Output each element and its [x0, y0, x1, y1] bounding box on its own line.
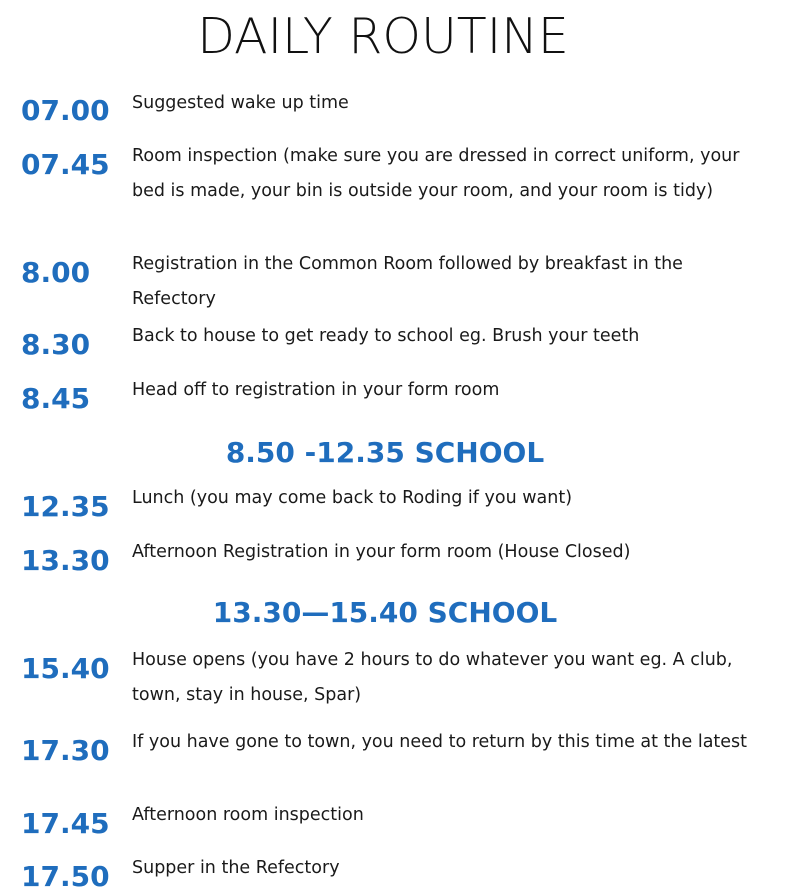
school-block: 8.50 -12.35 SCHOOL [225, 436, 545, 469]
schedule-description: Supper in the Refectory [132, 858, 340, 878]
schedule-description: Afternoon room inspection [132, 805, 364, 825]
schedule-description: Room inspection (make sure you are dressed in correct uniform, your bed is made, your bin is outside your room, and your room is tidy) [132, 146, 740, 201]
school-block: 13.30—15.40 SCHOOL [212, 596, 558, 629]
schedule-description: Lunch (you may come back to Roding if you want) [132, 488, 573, 508]
schedule-time: 8.30 [21, 328, 91, 361]
schedule-time: 17.30 [21, 734, 110, 767]
schedule-time: 17.50 [21, 860, 110, 893]
schedule-time: 13.30 [21, 544, 110, 577]
schedule-time: 17.45 [21, 807, 110, 840]
schedule-time: 8.00 [21, 256, 91, 289]
schedule-description: Registration in the Common Room followed by breakfast in the Refectory [132, 254, 683, 309]
schedule-description: Head off to registration in your form room [132, 380, 500, 400]
schedule-description: Suggested wake up time [132, 93, 349, 113]
schedule-description: Back to house to get ready to school eg. Brush your teeth [132, 326, 640, 346]
schedule-time: 12.35 [21, 490, 110, 523]
schedule-description: Afternoon Registration in your form room (House Closed) [132, 542, 631, 562]
schedule-time: 8.45 [21, 382, 91, 415]
schedule-time: 07.00 [21, 94, 110, 127]
schedule-description: If you have gone to town, you need to return by this time at the latest [132, 732, 748, 752]
page-title: DAILY ROUTINE [197, 8, 569, 65]
schedule-time: 07.45 [21, 148, 110, 181]
schedule-description: House opens (you have 2 hours to do whatever you want eg. A club, town, stay in house, Spar) [132, 650, 733, 705]
schedule-time: 15.40 [21, 652, 110, 685]
